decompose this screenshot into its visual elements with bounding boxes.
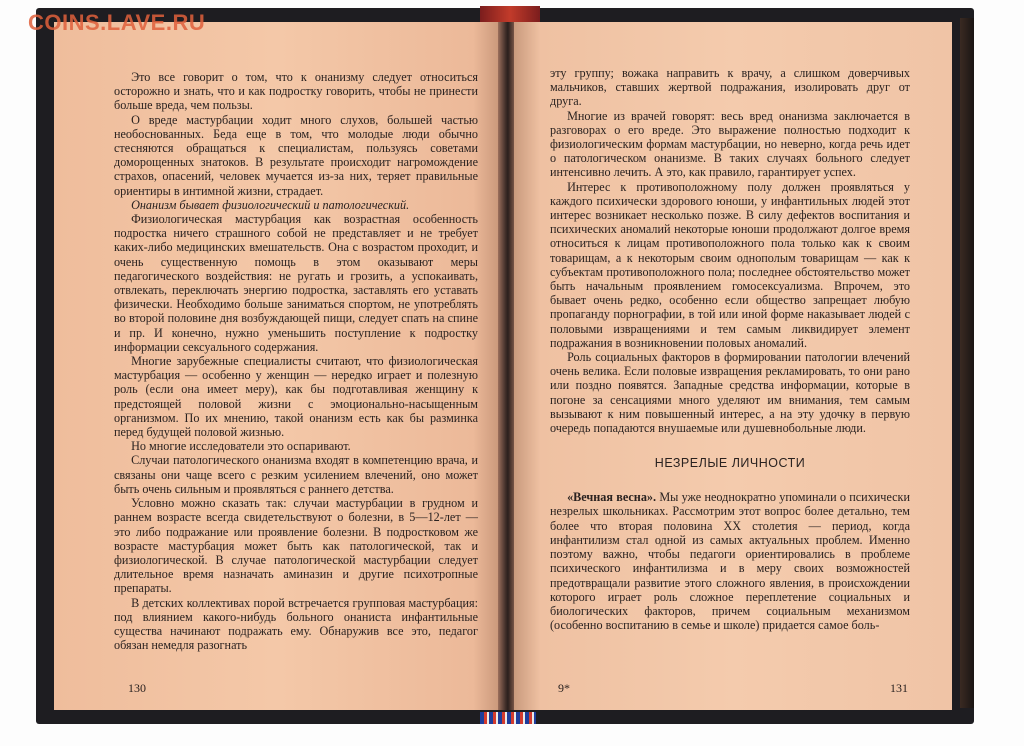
paragraph: Интерес к противоположному полу должен проявляться у каждого психически здорового юноши, у инфантильных людей этот интерес возникает несколько позже. В силу дефектов воспитания и психических аномалий некоторые юноши продолжают долгое время относиться к лицам противоположного пола только как к своим товарищам, а к некоторым своим однополым товарищам — как к субъектам противоположного пола; последнее обстоятельство может быть начальным проявлением гомосексуализма. Впрочем, это бывает очень редко, особенно если общество запрещает любую пропаганду порнографии, в той или иной форме наказывает людей с половыми извращениями и тем самым ликвидирует элемент подражания в возникновении половых аномалий. [550, 179, 910, 350]
signature-mark: 9* [558, 681, 570, 695]
page-edges [960, 18, 974, 708]
paragraph: Случаи патологического онанизма входят в компетенцию врача, и связаны они чаще всего с резким усилением влечений, оно может быть очень сильным и проявляться с раннего детства. [114, 453, 478, 496]
page-number: 130 [128, 681, 146, 695]
right-page [514, 22, 952, 710]
lead-text: Мы уже неоднократно упоминали о психически незрелых школьниках. Рассмотрим этот вопрос более детально, тем более что вторая половина XX столетия — период, когда инфантилизм стал одной из самых актуальных проблем. Именно поэтому важно, чтобы педагоги ориентировались в проблеме психического инфантилизма и в меру своих возможностей предотвращали развитие этого сложного явления, в происхождении которого играет роль сложное переплетение социальных и биологических факторов, причем социальным механизмом (особенно воспитанию в семье и школе) придается самое боль- [550, 490, 911, 633]
page-number: 131 [890, 681, 908, 695]
left-page [54, 22, 500, 710]
paragraph: Но многие исследователи это оспаривают. [131, 439, 351, 454]
paragraph: Многие из врачей говорят: весь вред онанизма заключается в разговорах о его вреде. Это выражение полностью подходит к физиологическим формам мастурбации, но неверно, когда речь идет о патологическом онанизме. В таких случаях больного следует интенсивно лечить. А это, как правило, гарантирует успех. [550, 108, 910, 180]
section-heading: НЕЗРЕЛЫЕ ЛИЧНОСТИ [654, 456, 806, 471]
italic-heading [114, 198, 478, 212]
bookmark-ribbon-bottom [480, 712, 536, 724]
paragraph: Физиологическая мастурбация как возрастная особенность подростка ничего страшного собой не представляет и не требует каких-либо медицинских вмешательств. Она с возрастом проходит, и очень существенную помощь в этом оказывают меры педагогического воздействия: не ругать и грозить, а успокаивать, отвлекать, переключать энергию подростка, заставлять его уставать физически. Необходимо больше заниматься спортом, не употреблять во второй половине дня возбуждающей пищи, следует спать на спине и пр. И конечно, нужно уменьшить поступление к подростку информации сексуального содержания. [114, 212, 478, 354]
lead-bold: «Вечная весна». [567, 490, 657, 505]
watermark: COINS.LAVE.RU [28, 10, 206, 35]
paragraph: эту группу; вожака направить к врачу, а слишком доверчивых мальчиков, ставших жертвой подражания, изолировать друг от друга. [550, 66, 910, 109]
paragraph: Условно можно сказать так: случаи мастурбации в грудном и раннем возрасте всегда свидетельствуют о болезни, в 5—12-лет — это либо подражание или проявление болезни. В подростковом же возрасте мастурбация может быть как патологической, так и физиологической. В случае патологической мастурбации следует длительное время назначать аминазин и другие психотропные препараты. [114, 496, 478, 596]
paragraph: Роль социальных факторов в формировании патологии влечений очень велика. Если половые извращения рекламировать, то они рано или поздно появятся. Западные средства информации, которые в погоне за сенсациями много уделяют им внимания, тем самым вызывают к ним повышенный интерес, а на эту удочку в первую очередь попадаются внушаемые или душевнобольные люди. [550, 350, 910, 436]
lead-paragraph [550, 490, 910, 632]
paragraph: Многие зарубежные специалисты считают, что физиологическая мастурбация — особенно у женщин — нередко играет и полезную роль (если она имеет меру), как бы подготавливая женщину к предстоящей половой жизни с эмоционально-насыщенным организмом. По их мнению, такой онанизм есть как бы разминка перед будущей половой жизнью. [114, 354, 478, 440]
paragraph: В детских коллективах порой встречается групповая мастурбация: под влиянием какого-нибудь больного онаниста инфантильные существа начинают подражать ему. Обнаружив все это, педагог обязан немедля разогнать [114, 595, 478, 653]
italic-heading-text: Онанизм бывает физиологический и патологический. [131, 197, 410, 212]
paragraph: Это все говорит о том, что к онанизму следует относиться осторожно и знать, что и как подростку говорить, чтобы не принести больше вреда, чем пользы. [114, 70, 478, 113]
paragraph: О вреде мастурбации ходит много слухов, большей частью необоснованных. Беда еще в том, что молодые люди обычно стесняются обращаться к специалистам, пользуясь советами доморощенных знатоков. В результате происходит нагромождение страхов, опасений, человек мучается из-за них, теряет правильные ориентиры в интимной жизни, страдает. [114, 112, 478, 198]
